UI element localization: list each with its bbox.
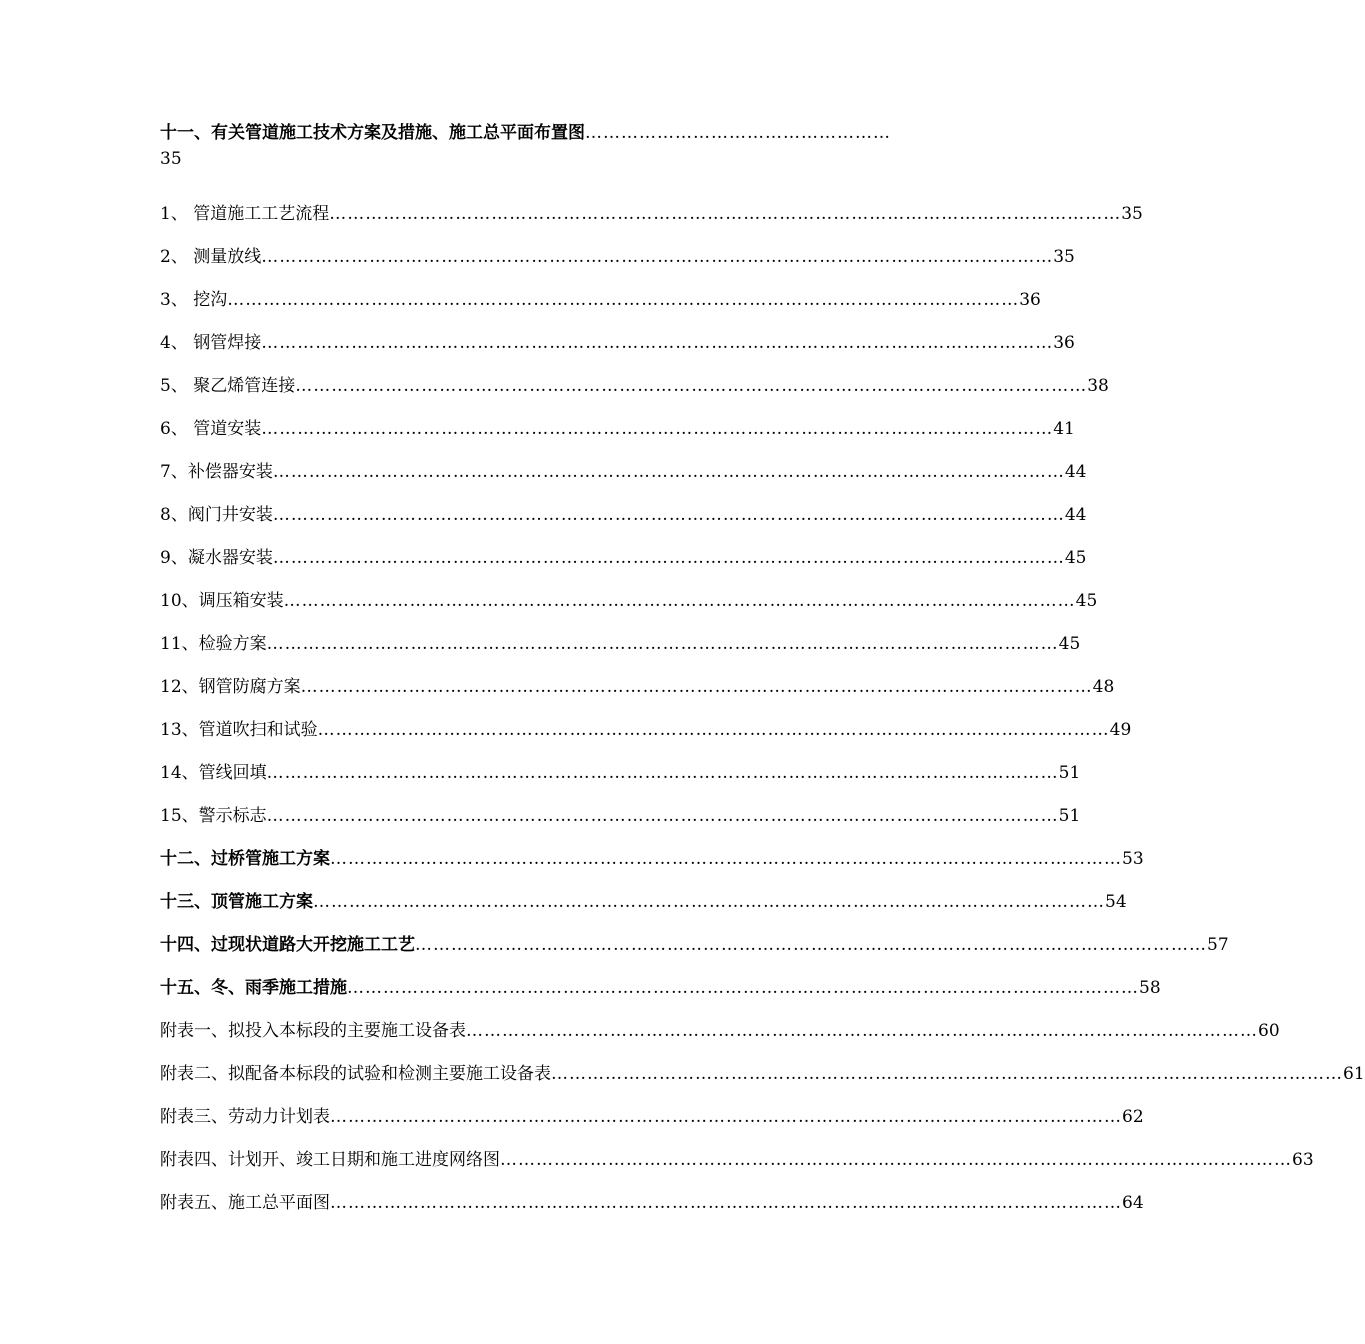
toc-entry-label: 3、 挖沟 (160, 290, 228, 310)
toc-entry-page-number: 51 (1058, 763, 1081, 783)
toc-entry[interactable] (160, 365, 1109, 408)
toc-entry-label: 13、管道吹扫和试验 (160, 720, 318, 740)
toc-entry[interactable] (160, 1139, 1314, 1182)
toc-entry-page-number: 49 (1109, 720, 1132, 740)
toc-leader-dots (267, 623, 1059, 666)
toc-entry-label: 11、检验方案 (160, 634, 267, 654)
toc-entry-page-number: 64 (1122, 1193, 1144, 1213)
toc-leader-dots (267, 795, 1059, 838)
toc-entry-page-number: 62 (1122, 1107, 1144, 1127)
toc-leader-dots (267, 752, 1059, 795)
toc-entry-page-number: 53 (1122, 849, 1144, 869)
toc-entry[interactable] (160, 623, 1081, 666)
toc-entry-page-number: 44 (1064, 505, 1087, 525)
toc-leader-dots (466, 1010, 1258, 1053)
toc-entry-label: 5、 聚乙烯管连接 (160, 376, 296, 396)
toc-entry-page-number: 44 (1064, 462, 1087, 482)
toc-entry-page-number: 48 (1092, 677, 1115, 697)
toc-entry[interactable] (160, 1182, 1144, 1225)
toc-entry-page-number: 38 (1087, 376, 1109, 396)
toc-entry-label: 9、凝水器安装 (160, 548, 273, 568)
toc-entry-label: 7、补偿器安装 (160, 462, 273, 482)
toc-leader-dots (415, 924, 1207, 967)
toc-entry-page-number: 60 (1258, 1021, 1280, 1041)
toc-entry[interactable] (160, 924, 1229, 967)
toc-entry[interactable] (160, 451, 1087, 494)
toc-entry-label: 十五、冬、雨季施工措施 (160, 978, 347, 998)
toc-leader-dots (347, 967, 1139, 1010)
toc-leader-dots (329, 193, 1121, 236)
toc-entry[interactable] (160, 967, 1161, 1010)
toc-entry-label: 2、 测量放线 (160, 247, 262, 267)
toc-entry-label: 附表三、劳动力计划表 (160, 1107, 330, 1127)
toc-entry-label: 14、管线回填 (160, 763, 267, 783)
toc-entry-page-number: 36 (1053, 333, 1075, 353)
toc-entry-page-number: 45 (1064, 548, 1087, 568)
toc-leader-dots (261, 408, 1053, 451)
toc-entry-label: 1、 管道施工工艺流程 (160, 204, 330, 224)
toc-entry-label: 十四、过现状道路大开挖施工工艺 (160, 935, 415, 955)
toc-leader-dots (261, 322, 1053, 365)
toc-entry-label: 附表一、拟投入本标段的主要施工设备表 (160, 1021, 466, 1041)
toc-entry-label: 附表四、计划开、竣工日期和施工进度网络图 (160, 1150, 500, 1170)
toc-leader-dots (330, 1182, 1122, 1225)
table-of-contents (160, 120, 1365, 1225)
toc-entry-label: 8、阀门井安装 (160, 505, 273, 525)
toc-entry-label: 10、调压箱安装 (160, 591, 284, 611)
toc-leader-dots (261, 236, 1053, 279)
toc-entry-page-number: 57 (1207, 935, 1229, 955)
toc-entry[interactable] (160, 580, 1098, 623)
toc-entry[interactable] (160, 795, 1081, 838)
toc-entry-title-line (160, 120, 891, 146)
toc-entry-label: 附表二、拟配备本标段的试验和检测主要施工设备表 (160, 1064, 551, 1084)
toc-entry[interactable] (160, 408, 1075, 451)
toc-entry-page-number: 58 (1139, 978, 1161, 998)
toc-entry-label: 6、 管道安装 (160, 419, 262, 439)
toc-entry-page-number: 35 (1053, 247, 1075, 267)
toc-leader-dots (330, 1096, 1122, 1139)
toc-entry[interactable] (160, 322, 1075, 365)
toc-entry-label: 十一、有关管道施工技术方案及措施、施工总平面布置图 (160, 123, 585, 143)
toc-leader-dots (301, 666, 1093, 709)
toc-entry[interactable] (160, 838, 1144, 881)
toc-leader-dots (500, 1139, 1292, 1182)
toc-entry-page-number: 45 (1075, 591, 1098, 611)
toc-entry[interactable] (160, 752, 1081, 795)
toc-entry[interactable] (160, 279, 1041, 322)
toc-entry-label: 15、警示标志 (160, 806, 267, 826)
toc-leader-dots (273, 494, 1065, 537)
toc-entry-list (160, 193, 1365, 1225)
toc-entry-section-11[interactable] (160, 120, 891, 172)
toc-entry-page-number: 54 (1105, 892, 1127, 912)
toc-entry-label: 附表五、施工总平面图 (160, 1193, 330, 1213)
toc-leader-dots (295, 365, 1087, 408)
toc-entry-page-number: 45 (1058, 634, 1081, 654)
toc-entry[interactable] (160, 1096, 1144, 1139)
toc-leader-dots (273, 451, 1065, 494)
toc-entry[interactable] (160, 494, 1087, 537)
toc-entry[interactable] (160, 709, 1132, 752)
toc-entry[interactable] (160, 881, 1127, 924)
toc-leader-dots (284, 580, 1076, 623)
toc-entry-label: 十三、顶管施工方案 (160, 892, 313, 912)
toc-entry-page-number: 61 (1343, 1064, 1365, 1084)
toc-entry[interactable] (160, 1010, 1280, 1053)
toc-entry-page-number: 35 (1121, 204, 1143, 224)
toc-leader-dots (318, 709, 1110, 752)
toc-leader-dots (313, 881, 1105, 924)
toc-leader-dots (330, 838, 1122, 881)
toc-entry-label: 4、 钢管焊接 (160, 333, 262, 353)
toc-entry-label: 12、钢管防腐方案 (160, 677, 301, 697)
toc-leader-dots: …………………………………………… (585, 123, 891, 143)
toc-entry-label: 十二、过桥管施工方案 (160, 849, 330, 869)
toc-entry-page-number: 36 (1019, 290, 1041, 310)
toc-entry[interactable] (160, 666, 1115, 709)
toc-entry-page-number: 35 (160, 149, 182, 169)
toc-entry[interactable] (160, 193, 1143, 236)
toc-entry[interactable] (160, 537, 1087, 580)
toc-entry[interactable] (160, 1053, 1365, 1096)
toc-leader-dots (551, 1053, 1343, 1096)
toc-entry-page-number: 41 (1053, 419, 1075, 439)
toc-leader-dots (273, 537, 1065, 580)
toc-entry-page-number: 51 (1058, 806, 1081, 826)
toc-entry-page-number: 63 (1292, 1150, 1314, 1170)
toc-entry[interactable] (160, 236, 1075, 279)
toc-leader-dots (227, 279, 1019, 322)
